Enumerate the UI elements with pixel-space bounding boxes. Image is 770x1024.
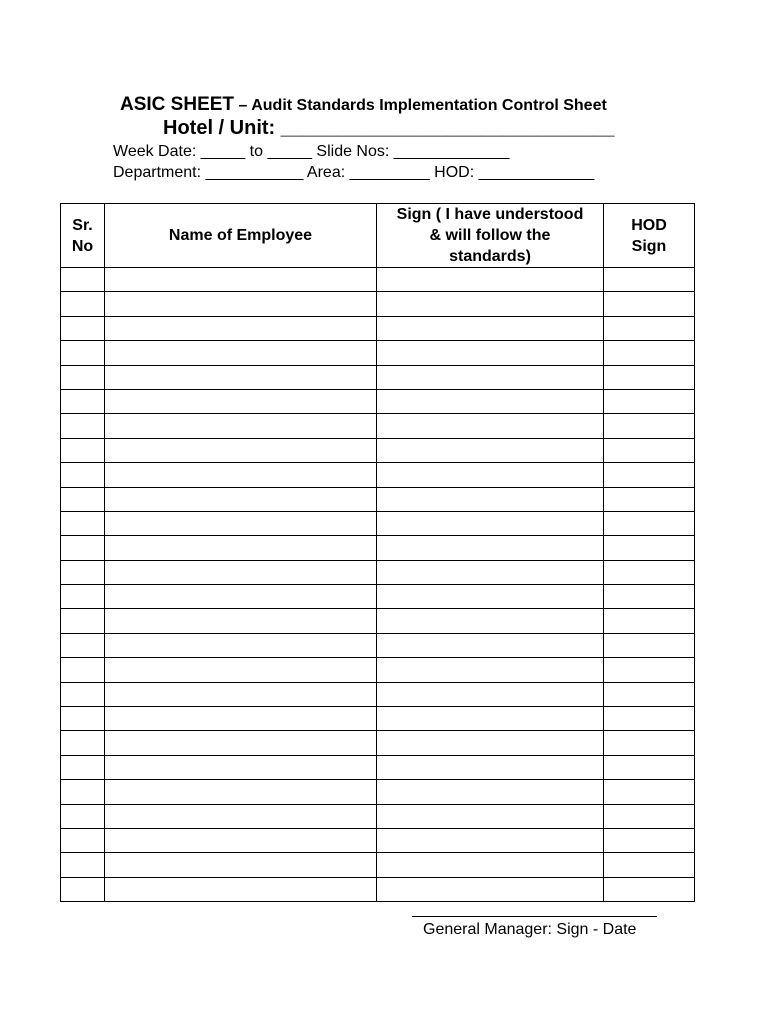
cell-sr-no bbox=[61, 463, 105, 487]
cell-sr-no bbox=[61, 682, 105, 706]
cell-employee-name bbox=[105, 438, 377, 462]
cell-sign bbox=[377, 389, 604, 413]
cell-hod-sign bbox=[604, 682, 695, 706]
cell-sign bbox=[377, 341, 604, 365]
cell-hod-sign bbox=[604, 707, 695, 731]
table-row bbox=[61, 633, 695, 657]
cell-sign bbox=[377, 487, 604, 511]
cell-hod-sign bbox=[604, 487, 695, 511]
cell-hod-sign bbox=[604, 389, 695, 413]
cell-hod-sign bbox=[604, 633, 695, 657]
cell-employee-name bbox=[105, 268, 377, 292]
cell-employee-name bbox=[105, 853, 377, 877]
cell-sign bbox=[377, 365, 604, 389]
cell-sign bbox=[377, 292, 604, 316]
col-header-employee-name bbox=[105, 204, 377, 268]
cell-employee-name bbox=[105, 487, 377, 511]
cell-sr-no bbox=[61, 560, 105, 584]
cell-sign bbox=[377, 463, 604, 487]
cell-employee-name bbox=[105, 389, 377, 413]
cell-employee-name bbox=[105, 341, 377, 365]
cell-sr-no bbox=[61, 341, 105, 365]
table-row bbox=[61, 755, 695, 779]
cell-employee-name bbox=[105, 609, 377, 633]
cell-hod-sign bbox=[604, 292, 695, 316]
table-row bbox=[61, 585, 695, 609]
cell-sign bbox=[377, 707, 604, 731]
cell-sign bbox=[377, 853, 604, 877]
cell-employee-name bbox=[105, 780, 377, 804]
table-row bbox=[61, 414, 695, 438]
gm-signature-line bbox=[412, 916, 657, 917]
hotel-unit-field: Hotel / Unit: ______________________________ bbox=[163, 117, 615, 139]
cell-sign bbox=[377, 755, 604, 779]
cell-hod-sign bbox=[604, 658, 695, 682]
cell-hod-sign bbox=[604, 780, 695, 804]
cell-hod-sign bbox=[604, 853, 695, 877]
table-row bbox=[61, 658, 695, 682]
cell-sign bbox=[377, 804, 604, 828]
cell-hod-sign bbox=[604, 609, 695, 633]
table-row bbox=[61, 268, 695, 292]
cell-employee-name bbox=[105, 585, 377, 609]
col-header-sr-line2: No bbox=[71, 237, 94, 255]
cell-sr-no bbox=[61, 487, 105, 511]
cell-employee-name bbox=[105, 316, 377, 340]
cell-hod-sign bbox=[604, 536, 695, 560]
col-header-sign-line3: standards) bbox=[449, 248, 531, 265]
cell-hod-sign bbox=[604, 828, 695, 852]
week-date-line: Week Date: _____ to _____ Slide Nos: _____________ bbox=[113, 143, 510, 160]
cell-sr-no bbox=[61, 658, 105, 682]
col-header-name-label: Name of Employee bbox=[168, 227, 313, 244]
cell-sr-no bbox=[61, 511, 105, 535]
cell-sr-no bbox=[61, 268, 105, 292]
table-row bbox=[61, 511, 695, 535]
cell-sr-no bbox=[61, 731, 105, 755]
cell-sr-no bbox=[61, 804, 105, 828]
cell-sign bbox=[377, 682, 604, 706]
cell-employee-name bbox=[105, 511, 377, 535]
cell-sr-no bbox=[61, 755, 105, 779]
cell-employee-name bbox=[105, 731, 377, 755]
cell-hod-sign bbox=[604, 438, 695, 462]
cell-employee-name bbox=[105, 877, 377, 901]
table-header-row bbox=[61, 204, 695, 268]
cell-employee-name bbox=[105, 560, 377, 584]
cell-hod-sign bbox=[604, 414, 695, 438]
table-row bbox=[61, 609, 695, 633]
cell-employee-name bbox=[105, 804, 377, 828]
cell-sr-no bbox=[61, 609, 105, 633]
cell-sign bbox=[377, 609, 604, 633]
cell-employee-name bbox=[105, 707, 377, 731]
cell-hod-sign bbox=[604, 268, 695, 292]
col-header-hod-line1: HOD bbox=[631, 216, 667, 234]
cell-employee-name bbox=[105, 292, 377, 316]
cell-sr-no bbox=[61, 780, 105, 804]
gm-signature-label: General Manager: Sign - Date bbox=[423, 921, 637, 938]
cell-sign bbox=[377, 414, 604, 438]
col-header-hod-line2: Sign bbox=[631, 237, 667, 255]
col-header-sign-line2: & will follow the bbox=[429, 227, 551, 244]
cell-hod-sign bbox=[604, 877, 695, 901]
cell-hod-sign bbox=[604, 804, 695, 828]
cell-employee-name bbox=[105, 365, 377, 389]
cell-hod-sign bbox=[604, 731, 695, 755]
cell-sr-no bbox=[61, 316, 105, 340]
table-row bbox=[61, 316, 695, 340]
cell-sign bbox=[377, 511, 604, 535]
table-row bbox=[61, 487, 695, 511]
cell-hod-sign bbox=[604, 585, 695, 609]
cell-hod-sign bbox=[604, 365, 695, 389]
table-row bbox=[61, 828, 695, 852]
cell-hod-sign bbox=[604, 316, 695, 340]
cell-sign bbox=[377, 877, 604, 901]
cell-employee-name bbox=[105, 828, 377, 852]
employee-signoff-table bbox=[60, 203, 695, 902]
cell-hod-sign bbox=[604, 560, 695, 584]
table-row bbox=[61, 780, 695, 804]
table-row bbox=[61, 682, 695, 706]
table-row bbox=[61, 292, 695, 316]
table-body bbox=[61, 268, 695, 902]
department-line: Department: ___________ Area: _________ HOD: _____________ bbox=[113, 164, 595, 181]
cell-sr-no bbox=[61, 414, 105, 438]
cell-employee-name bbox=[105, 658, 377, 682]
cell-sign bbox=[377, 585, 604, 609]
table-row bbox=[61, 463, 695, 487]
cell-employee-name bbox=[105, 414, 377, 438]
cell-sign bbox=[377, 438, 604, 462]
table-row bbox=[61, 365, 695, 389]
title-subtitle: – Audit Standards Implementation Control Sheet bbox=[234, 97, 607, 114]
cell-employee-name bbox=[105, 463, 377, 487]
cell-sign bbox=[377, 658, 604, 682]
cell-sign bbox=[377, 268, 604, 292]
cell-employee-name bbox=[105, 633, 377, 657]
col-header-sr-line1: Sr. bbox=[72, 216, 93, 234]
cell-employee-name bbox=[105, 755, 377, 779]
table-row bbox=[61, 389, 695, 413]
cell-sign bbox=[377, 780, 604, 804]
cell-sr-no bbox=[61, 853, 105, 877]
table-row bbox=[61, 536, 695, 560]
cell-sr-no bbox=[61, 707, 105, 731]
cell-sr-no bbox=[61, 828, 105, 852]
cell-sr-no bbox=[61, 633, 105, 657]
table-row bbox=[61, 438, 695, 462]
col-header-sr-no bbox=[61, 204, 105, 268]
cell-sr-no bbox=[61, 292, 105, 316]
cell-hod-sign bbox=[604, 755, 695, 779]
cell-sr-no bbox=[61, 389, 105, 413]
cell-hod-sign bbox=[604, 511, 695, 535]
cell-sr-no bbox=[61, 877, 105, 901]
cell-sr-no bbox=[61, 438, 105, 462]
cell-sign bbox=[377, 731, 604, 755]
col-header-sign bbox=[377, 204, 604, 268]
cell-sign bbox=[377, 633, 604, 657]
table-row bbox=[61, 877, 695, 901]
table-row bbox=[61, 707, 695, 731]
cell-sr-no bbox=[61, 536, 105, 560]
table-row bbox=[61, 853, 695, 877]
cell-hod-sign bbox=[604, 341, 695, 365]
cell-sr-no bbox=[61, 365, 105, 389]
cell-hod-sign bbox=[604, 463, 695, 487]
page-title bbox=[120, 94, 607, 116]
cell-employee-name bbox=[105, 682, 377, 706]
title-main: ASIC SHEET bbox=[120, 94, 235, 115]
cell-sr-no bbox=[61, 585, 105, 609]
table-row bbox=[61, 341, 695, 365]
cell-sign bbox=[377, 316, 604, 340]
cell-employee-name bbox=[105, 536, 377, 560]
col-header-sign-line1: Sign ( I have understood bbox=[396, 206, 584, 223]
table-row bbox=[61, 560, 695, 584]
table-row bbox=[61, 804, 695, 828]
cell-sign bbox=[377, 536, 604, 560]
cell-sign bbox=[377, 828, 604, 852]
col-header-hod-sign bbox=[604, 204, 695, 268]
table-row bbox=[61, 731, 695, 755]
cell-sign bbox=[377, 560, 604, 584]
